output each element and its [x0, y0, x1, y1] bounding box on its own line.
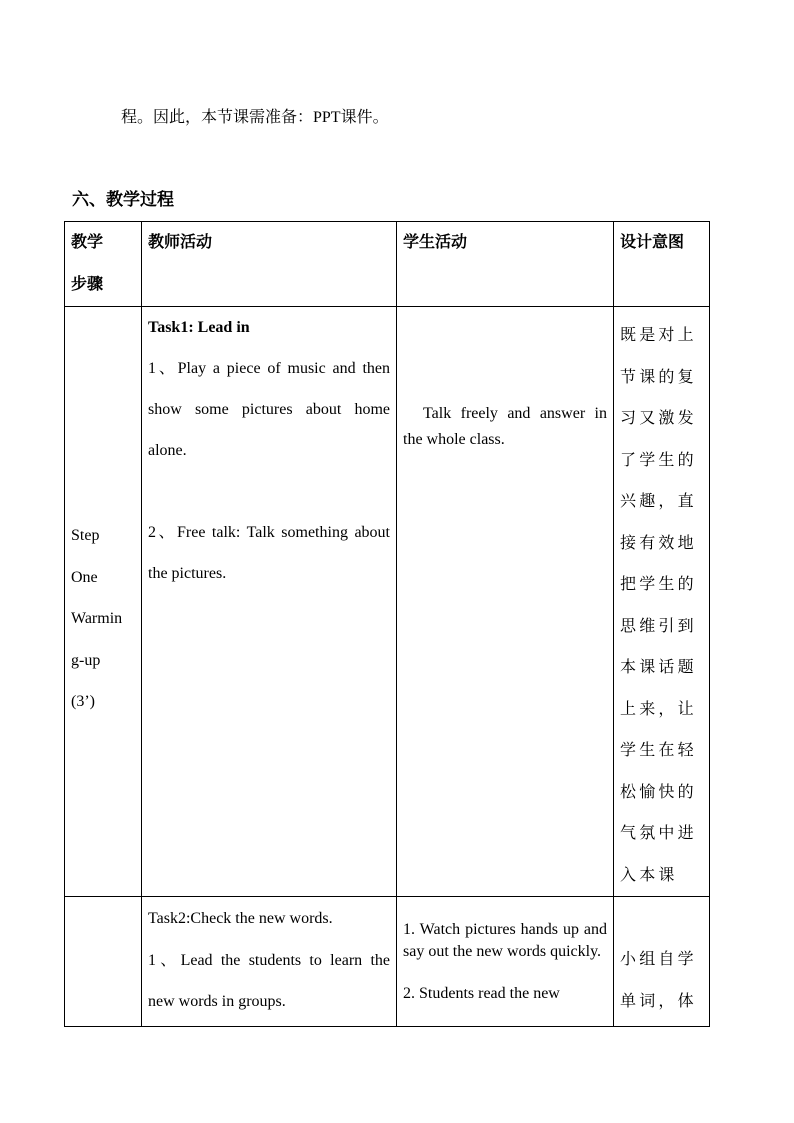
step-line: One [71, 568, 98, 586]
step-line: Step [71, 527, 100, 544]
step-line: g-up [71, 651, 101, 669]
step-cell [65, 307, 142, 897]
design-intent-cell [614, 307, 710, 897]
section-title: 六、教学过程 [72, 190, 174, 209]
design-text: 小组自学单词，体 [620, 951, 697, 1010]
student-item: 2. Students read the new [403, 985, 560, 1002]
step-line: Warmin [71, 610, 123, 627]
teacher-activity-cell [142, 897, 397, 1027]
teaching-process-table [64, 221, 710, 1027]
design-text: 既是对上节课的复习又激发了学生的兴趣，直接有效地把学生的思维引到本课话题上来，让学生在轻松愉快的气氛中进入本课 [620, 327, 697, 884]
header-student: 学生活动 [397, 222, 614, 307]
table-row [65, 307, 710, 897]
intro-paragraph: 程。因此，本节课需准备：PPT课件。 [121, 109, 389, 126]
teacher-item: 1、Play a piece of music and then show some pictures about home alone. [148, 360, 390, 459]
teacher-activity-cell [142, 307, 397, 897]
step-cell [65, 897, 142, 1027]
header-design: 设计意图 [614, 222, 710, 307]
teacher-item: 1、Lead the students to learn the new words in groups. [148, 952, 390, 1010]
student-activity-cell [397, 307, 614, 897]
design-intent-cell [614, 897, 710, 1027]
task-title: Task2:Check the new words. [148, 910, 333, 927]
step-line: (3’) [71, 693, 95, 710]
table-row [65, 897, 710, 1027]
table-header-row [65, 222, 710, 307]
student-text: Talk freely and answer in the whole class. [403, 405, 607, 448]
student-item: 1. Watch pictures hands up and say out the new words quickly. [403, 921, 607, 960]
teacher-item: 2、Free talk: Talk something about the pictures. [148, 524, 390, 582]
student-activity-cell [397, 897, 614, 1027]
header-step: 教学步骤 [65, 222, 142, 307]
header-teacher: 教师活动 [142, 222, 397, 307]
task-title: Task1: Lead in [148, 319, 250, 336]
